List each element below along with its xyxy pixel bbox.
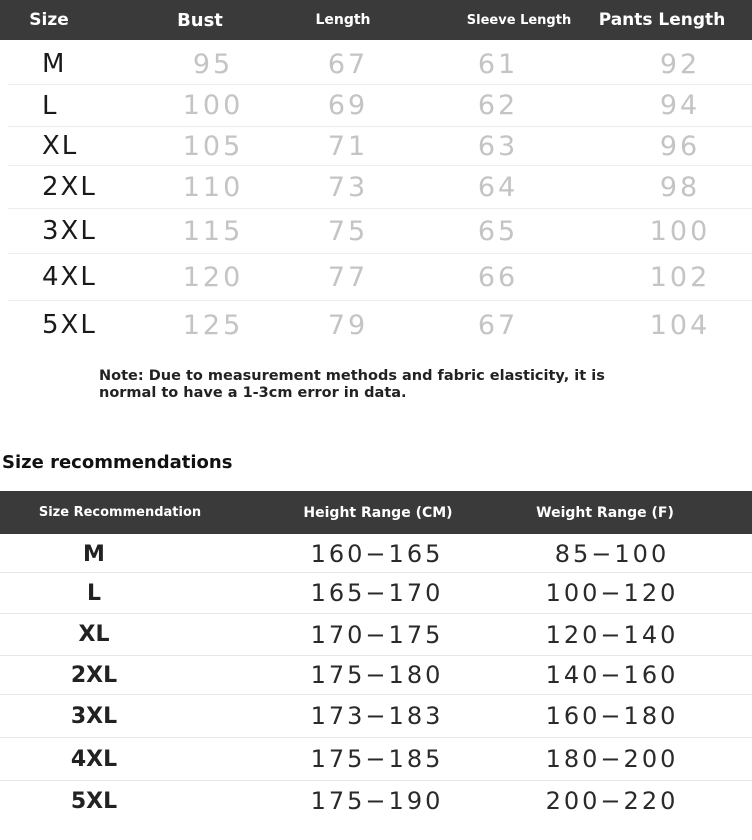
table-row <box>8 301 752 349</box>
length-cell: 69 <box>327 90 369 121</box>
pants-cell: 92 <box>659 48 701 80</box>
rec-size-cell: 4XL <box>70 746 118 772</box>
sleeve-cell: 61 <box>477 48 519 80</box>
bust-cell: 105 <box>182 130 244 162</box>
table-row <box>0 573 752 614</box>
header-weight-range: Weight Range (F) <box>536 504 674 521</box>
rec-size-cell: 2XL <box>70 662 118 688</box>
weight-cell: 140−160 <box>545 661 679 689</box>
pants-cell: 94 <box>659 90 701 121</box>
weight-cell: 100−120 <box>545 579 679 607</box>
length-cell: 77 <box>327 261 369 293</box>
size-cell: 2XL <box>42 172 97 202</box>
header-bust: Bust <box>177 9 223 31</box>
measurement-note: Note: Due to measurement methods and fabric elasticity, it is normal to have a 1-3cm error in data. <box>99 368 605 401</box>
rec-size-cell: 3XL <box>70 703 118 729</box>
weight-cell: 120−140 <box>545 620 679 649</box>
bust-cell: 100 <box>182 90 244 121</box>
header-size-recommendation: Size Recommendation <box>38 505 202 520</box>
table-row <box>8 254 752 301</box>
height-cell: 160−165 <box>310 540 444 568</box>
rec-size-cell: XL <box>78 622 110 647</box>
height-cell: 165−170 <box>310 579 444 607</box>
size-cell: XL <box>42 131 79 161</box>
size-cell: L <box>42 90 59 121</box>
weight-cell: 180−200 <box>545 745 679 773</box>
section-title: Size recommendations <box>2 452 233 473</box>
height-cell: 175−190 <box>310 787 444 815</box>
rec-size-cell: L <box>86 580 102 606</box>
header-sleeve-length: Sleeve Length <box>466 12 572 28</box>
sleeve-cell: 66 <box>477 261 519 293</box>
table-row <box>0 695 752 738</box>
rec-size-cell: 5XL <box>70 788 118 814</box>
sleeve-cell: 65 <box>477 215 519 247</box>
rec-size-cell: M <box>83 541 105 567</box>
table-row <box>8 44 752 85</box>
table-row <box>0 738 752 781</box>
sleeve-cell: 63 <box>477 130 519 162</box>
recommendation-header <box>0 491 752 534</box>
length-cell: 67 <box>327 48 369 80</box>
pants-cell: 100 <box>649 215 711 247</box>
size-cell: 3XL <box>42 216 97 246</box>
size-cell: 4XL <box>42 262 97 292</box>
header-height-range: Height Range (CM) <box>303 504 453 521</box>
bust-cell: 110 <box>182 171 244 203</box>
length-cell: 73 <box>327 171 369 203</box>
sleeve-cell: 67 <box>477 309 519 341</box>
length-cell: 71 <box>327 130 369 162</box>
pants-cell: 102 <box>649 261 711 293</box>
size-cell: M <box>42 49 67 79</box>
length-cell: 79 <box>327 309 369 341</box>
height-cell: 175−185 <box>310 745 444 773</box>
length-cell: 75 <box>327 215 369 247</box>
table-row <box>0 656 752 695</box>
bust-cell: 120 <box>182 261 244 293</box>
sleeve-cell: 64 <box>477 171 519 203</box>
table-row <box>8 127 752 166</box>
table-row <box>8 166 752 209</box>
pants-cell: 98 <box>659 171 701 203</box>
sleeve-cell: 62 <box>477 90 519 121</box>
height-cell: 173−183 <box>310 702 444 730</box>
height-cell: 175−180 <box>310 661 444 689</box>
table-row <box>0 536 752 573</box>
size-cell: 5XL <box>42 310 97 340</box>
pants-cell: 104 <box>649 309 711 341</box>
bust-cell: 125 <box>182 309 244 341</box>
table-row <box>0 614 752 656</box>
bust-cell: 95 <box>192 48 234 80</box>
height-cell: 170−175 <box>310 620 444 649</box>
size-chart-header <box>0 0 752 40</box>
table-row <box>8 209 752 254</box>
weight-cell: 160−180 <box>545 702 679 730</box>
header-length: Length <box>315 12 371 28</box>
weight-cell: 85−100 <box>554 540 670 568</box>
pants-cell: 96 <box>659 130 701 162</box>
table-row <box>8 85 752 127</box>
bust-cell: 115 <box>182 215 244 247</box>
header-size: Size <box>29 10 69 30</box>
weight-cell: 200−220 <box>545 787 679 815</box>
header-pants-length: Pants Length <box>598 10 726 30</box>
table-row <box>0 781 752 821</box>
